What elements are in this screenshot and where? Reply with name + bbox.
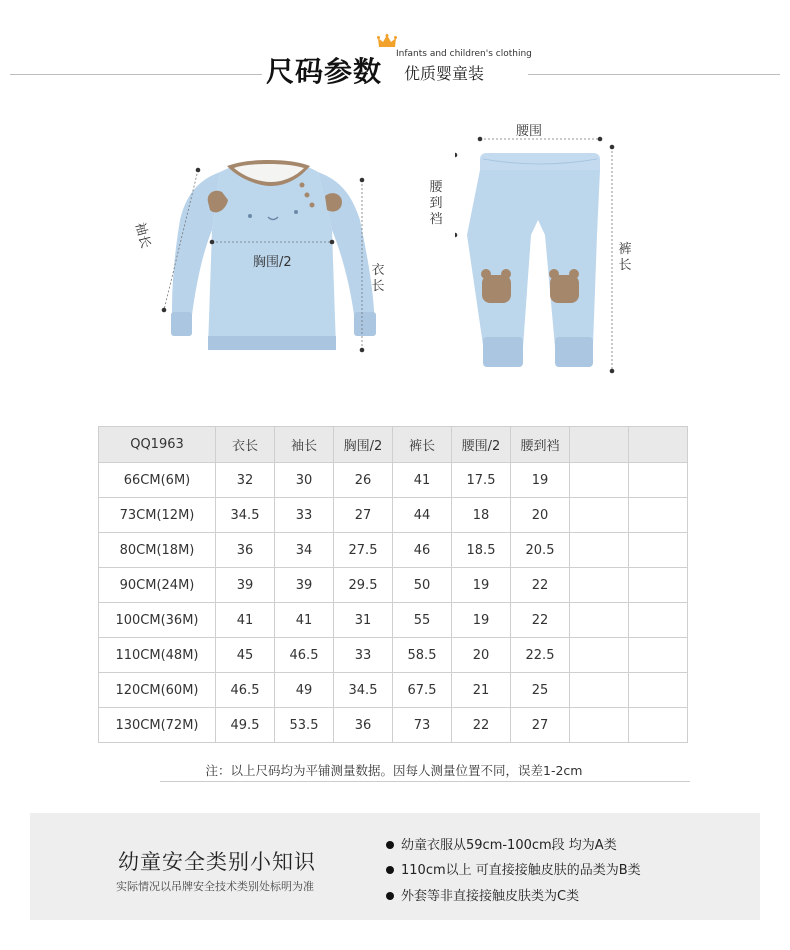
table-cell: 41 — [216, 603, 275, 638]
table-cell: 33 — [334, 638, 393, 673]
table-cell: 19 — [452, 568, 511, 603]
table-header-cell: QQ1963 — [99, 427, 216, 463]
table-cell — [629, 673, 688, 708]
table-cell: 20 — [452, 638, 511, 673]
table-row — [99, 533, 688, 568]
table-cell: 49.5 — [216, 708, 275, 743]
list-item — [386, 834, 617, 853]
label-sleeve-length: 袖长 — [131, 221, 153, 251]
table-cell — [629, 603, 688, 638]
label-waist: 腰围 — [516, 124, 543, 139]
table-cell: 17.5 — [452, 463, 511, 498]
table-cell: 19 — [511, 463, 570, 498]
table-cell — [570, 498, 629, 533]
table-cell: 32 — [216, 463, 275, 498]
table-header-cell: 袖长 — [275, 427, 334, 463]
table-cell: 58.5 — [393, 638, 452, 673]
header-line-right — [528, 74, 780, 75]
table-cell — [570, 708, 629, 743]
table-cell: 53.5 — [275, 708, 334, 743]
table-header-cell — [629, 427, 688, 463]
table-cell: 30 — [275, 463, 334, 498]
table-cell — [570, 463, 629, 498]
bullet-icon — [386, 866, 394, 874]
table-cell: 27 — [334, 498, 393, 533]
table-cell-size: 73CM(12M) — [99, 498, 216, 533]
table-row — [99, 603, 688, 638]
table-cell — [629, 533, 688, 568]
table-cell: 22 — [511, 603, 570, 638]
table-cell — [629, 568, 688, 603]
table-header-cell: 腰围/2 — [452, 427, 511, 463]
table-cell: 73 — [393, 708, 452, 743]
table-header-cell — [570, 427, 629, 463]
measurement-note: 注：以上尺码均为平铺测量数据。因每人测量位置不同，误差1-2cm — [205, 763, 583, 778]
table-header-cell: 胸围/2 — [334, 427, 393, 463]
table-cell — [570, 603, 629, 638]
crown-icon — [377, 34, 397, 50]
table-row — [99, 498, 688, 533]
note-divider — [160, 781, 690, 782]
table-cell: 49 — [275, 673, 334, 708]
list-item-text: 110cm以上 可直接接触皮肤的品类为B类 — [401, 863, 641, 878]
table-cell: 44 — [393, 498, 452, 533]
table-cell: 46.5 — [275, 638, 334, 673]
table-header-cell: 腰到裆 — [511, 427, 570, 463]
table-cell-size: 90CM(24M) — [99, 568, 216, 603]
table-cell-size: 66CM(6M) — [99, 463, 216, 498]
table-cell: 20 — [511, 498, 570, 533]
pants-illustration — [455, 125, 630, 375]
list-item-text: 外套等非直接接触皮肤类为C类 — [401, 889, 580, 904]
table-cell: 39 — [275, 568, 334, 603]
table-cell — [629, 638, 688, 673]
table-header-cell: 裤长 — [393, 427, 452, 463]
bullet-icon — [386, 841, 394, 849]
table-row — [99, 463, 688, 498]
table-cell — [570, 638, 629, 673]
table-cell: 50 — [393, 568, 452, 603]
table-cell: 20.5 — [511, 533, 570, 568]
table-cell: 67.5 — [393, 673, 452, 708]
table-cell — [629, 498, 688, 533]
panel-subtitle: 实际情况以吊牌安全技术类别处标明为准 — [116, 880, 314, 893]
label-pants-length: 裤长 — [618, 242, 632, 273]
table-cell-size: 80CM(18M) — [99, 533, 216, 568]
header-subtitle: 优质婴童装 — [404, 64, 485, 83]
table-header-row — [99, 427, 688, 463]
label-chest-half: 胸围/2 — [253, 255, 292, 270]
table-cell: 41 — [275, 603, 334, 638]
table-cell: 21 — [452, 673, 511, 708]
table-cell-size: 100CM(36M) — [99, 603, 216, 638]
table-cell: 31 — [334, 603, 393, 638]
table-cell: 46.5 — [216, 673, 275, 708]
table-cell: 29.5 — [334, 568, 393, 603]
table-cell: 26 — [334, 463, 393, 498]
header-english-tagline: Infants and children's clothing — [396, 49, 532, 59]
label-top-length: 衣长 — [371, 263, 385, 294]
table-cell: 36 — [216, 533, 275, 568]
table-cell: 18 — [452, 498, 511, 533]
panel-title: 幼童安全类别小知识 — [118, 850, 316, 874]
label-waist-to-crotch: 腰到裆 — [429, 180, 443, 227]
table-cell-size: 120CM(60M) — [99, 673, 216, 708]
table-cell: 27.5 — [334, 533, 393, 568]
table-cell-size: 130CM(72M) — [99, 708, 216, 743]
table-cell: 36 — [334, 708, 393, 743]
table-cell: 22 — [452, 708, 511, 743]
table-row — [99, 568, 688, 603]
table-row — [99, 673, 688, 708]
table-cell: 45 — [216, 638, 275, 673]
list-item — [386, 859, 641, 878]
table-cell: 27 — [511, 708, 570, 743]
table-cell: 18.5 — [452, 533, 511, 568]
table-header-cell: 衣长 — [216, 427, 275, 463]
header-line-left — [10, 74, 262, 75]
table-cell: 55 — [393, 603, 452, 638]
table-cell — [570, 673, 629, 708]
size-table — [98, 426, 688, 743]
table-row — [99, 708, 688, 743]
list-item — [386, 885, 579, 904]
table-cell: 41 — [393, 463, 452, 498]
table-cell — [570, 533, 629, 568]
safety-knowledge-panel — [30, 813, 760, 920]
table-cell: 19 — [452, 603, 511, 638]
table-cell: 39 — [216, 568, 275, 603]
table-cell — [629, 463, 688, 498]
bullet-icon — [386, 892, 394, 900]
table-cell: 46 — [393, 533, 452, 568]
table-cell: 34.5 — [334, 673, 393, 708]
list-item-text: 幼童衣服从59cm-100cm段 均为A类 — [401, 838, 617, 853]
table-cell-size: 110CM(48M) — [99, 638, 216, 673]
table-cell — [570, 568, 629, 603]
table-cell: 34.5 — [216, 498, 275, 533]
page-title: 尺码参数 — [266, 55, 383, 88]
table-row — [99, 638, 688, 673]
table-cell: 33 — [275, 498, 334, 533]
table-cell — [629, 708, 688, 743]
table-cell: 22.5 — [511, 638, 570, 673]
table-cell: 34 — [275, 533, 334, 568]
table-cell: 22 — [511, 568, 570, 603]
table-cell: 25 — [511, 673, 570, 708]
